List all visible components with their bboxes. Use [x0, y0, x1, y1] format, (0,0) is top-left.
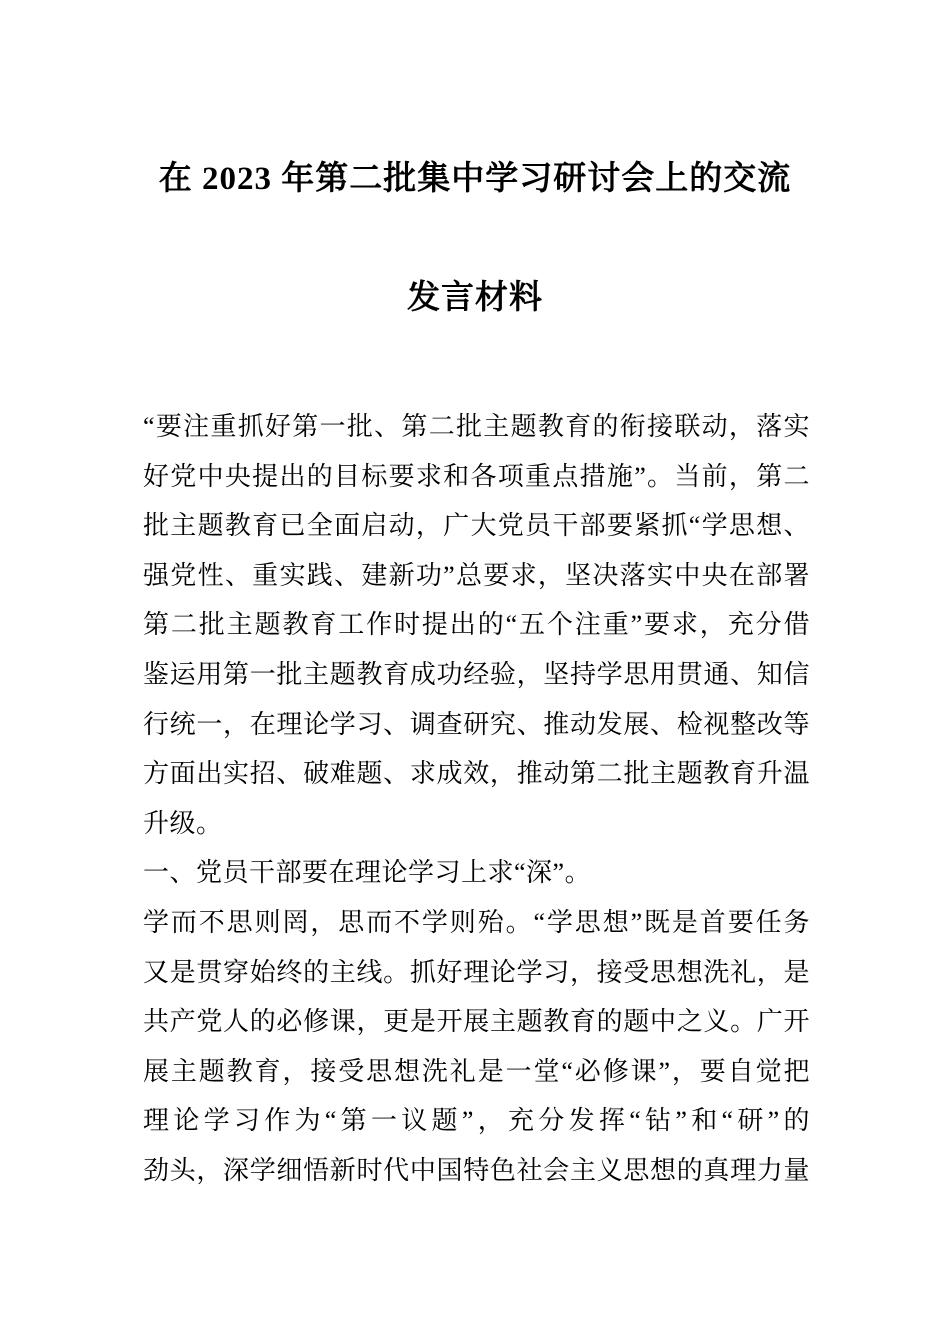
body-text-line: 强党性、重实践、建新功”总要求，坚决落实中央在部署 [143, 560, 810, 590]
title-line-2: 发言材料 [407, 280, 543, 316]
body-text-line: 方面出实招、破难题、求成效，推动第二批主题教育升温 [143, 759, 810, 789]
body-text-line: 又是贯穿始终的主线。抓好理论学习，接受思想洗礼，是 [143, 957, 810, 987]
body-text-line: 劲头，深学细悟新时代中国特色社会主义思想的真理力量 [143, 1155, 810, 1185]
body-text-line: 展主题教育，接受思想洗礼是一堂“必修课”，要自觉把 [143, 1056, 810, 1086]
body-text-line: 学而不思则罔，思而不学则殆。“学思想”既是首要任务 [143, 907, 810, 937]
body-text-line: 好党中央提出的目标要求和各项重点措施”。当前，第二 [143, 461, 810, 491]
section-heading: 一、党员干部要在理论学习上求“深”。 [143, 858, 592, 888]
title-line-1: 在 2023 年第二批集中学习研讨会上的交流 [158, 161, 792, 197]
document-title [0, 120, 950, 358]
body-text-line: 第二批主题教育工作时提出的“五个注重”要求，充分借 [143, 610, 810, 640]
body-text-line: 批主题教育已全面启动，广大党员干部要紧抓“学思想、 [143, 511, 810, 541]
body-text-line: 共产党人的必修课，更是开展主题教育的题中之义。广开 [143, 1007, 810, 1037]
document-body [143, 402, 810, 1196]
body-text-line: 升级。 [143, 808, 223, 838]
body-text-line: 鉴运用第一批主题教育成功经验，坚持学思用贯通、知信 [143, 659, 810, 689]
body-text-line: 理论学习作为“第一议题”，充分发挥“钻”和“研”的 [143, 1106, 810, 1136]
body-text-line: “要注重抓好第一批、第二批主题教育的衔接联动，落实 [143, 412, 810, 441]
body-text-line: 行统一，在理论学习、调查研究、推动发展、检视整改等 [143, 709, 810, 739]
